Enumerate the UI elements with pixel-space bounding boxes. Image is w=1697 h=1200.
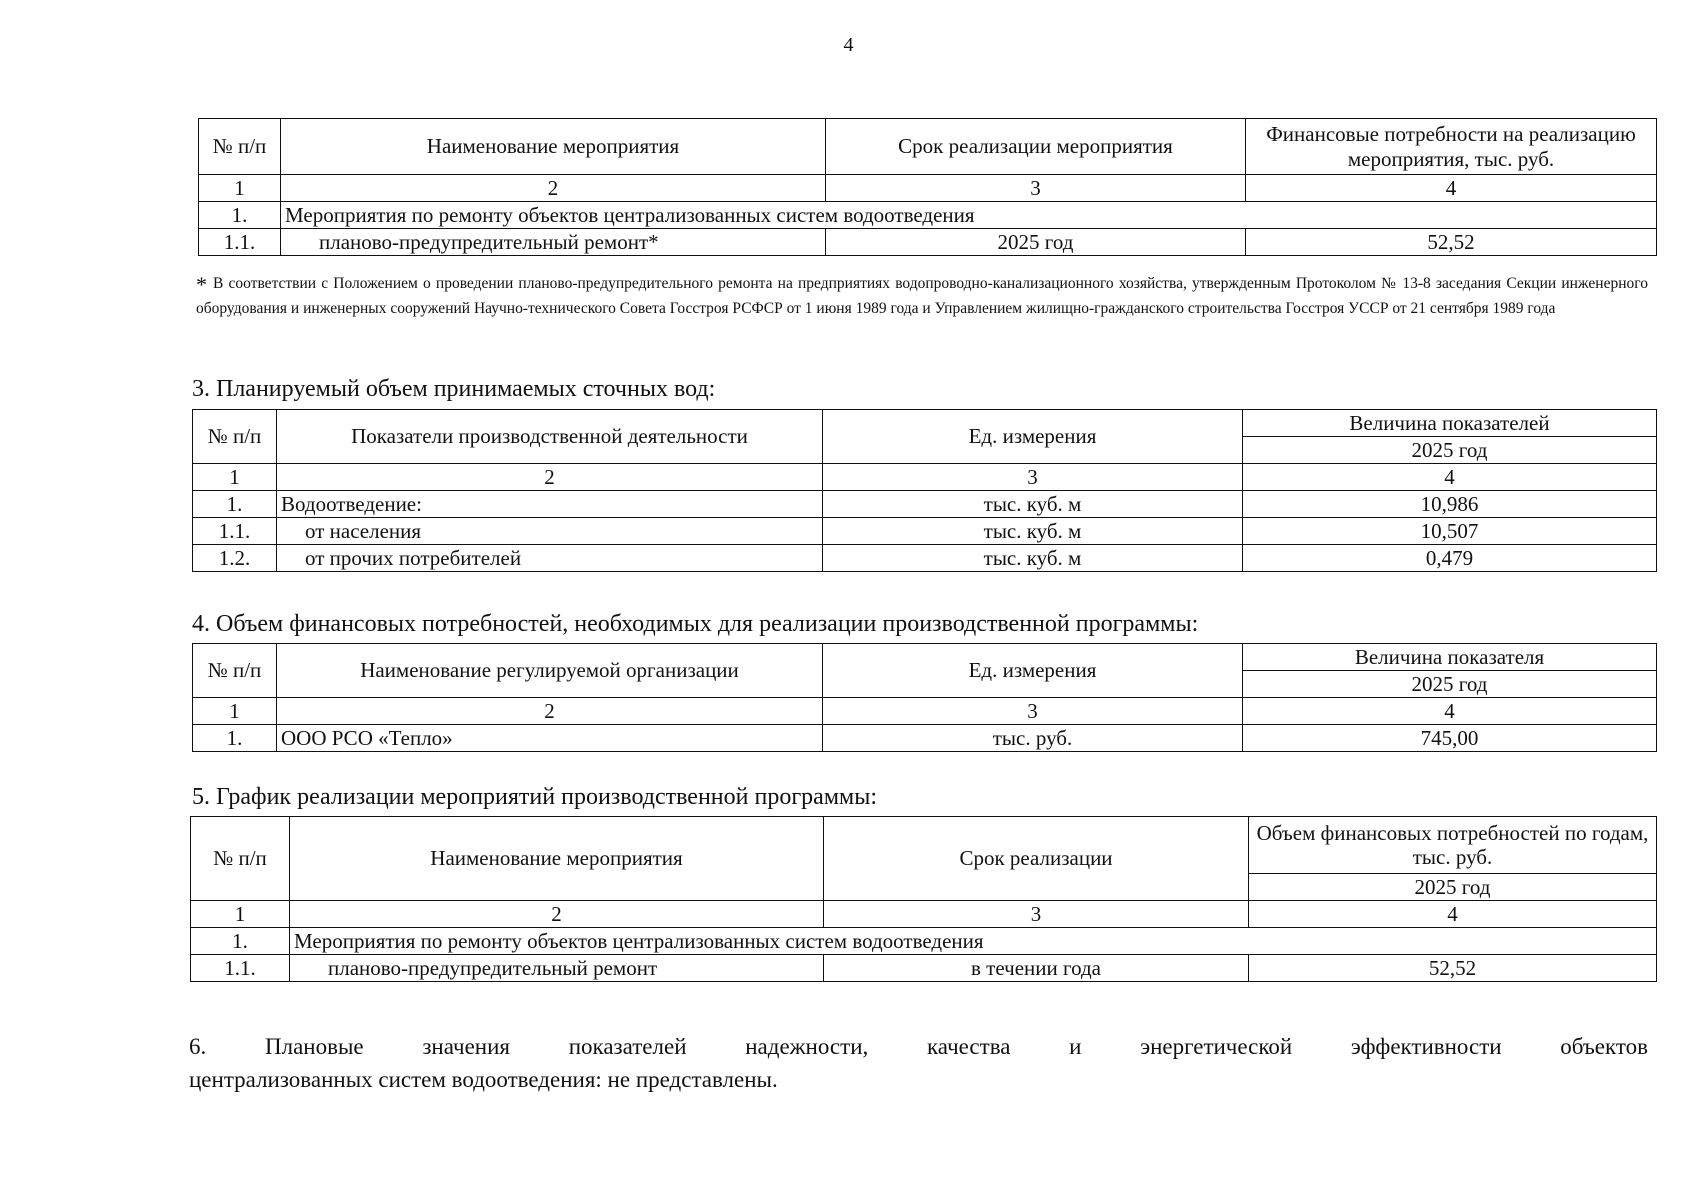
section3-title: 3. Планируемый объем принимаемых сточных вод:: [192, 376, 716, 402]
header-amount: Объем финансовых потребностей по годам, тыс. руб.: [1249, 817, 1657, 874]
header-year: 2025 год: [1243, 671, 1657, 698]
section6-line1: 6. Плановые значения показателей надежности, качества и энергетической эффективности объектов: [189, 1034, 1648, 1059]
col-number: 2: [277, 698, 823, 725]
header-num: № п/п: [193, 644, 277, 698]
header-name: Наименование мероприятия: [281, 119, 826, 175]
row-amount: 52,52: [1246, 229, 1657, 256]
col-number: 4: [1246, 175, 1657, 202]
row-unit: тыс. куб. м: [823, 545, 1243, 572]
row-name: от прочих потребителей: [277, 545, 823, 572]
header-term: Срок реализации: [824, 817, 1249, 901]
header-num: № п/п: [193, 410, 277, 464]
col-number: 1: [191, 901, 290, 928]
col-number: 1: [193, 464, 277, 491]
row-value: 745,00: [1243, 725, 1657, 752]
row-value: 10,986: [1243, 491, 1657, 518]
header-year: 2025 год: [1243, 437, 1657, 464]
group-title: Мероприятия по ремонту объектов централизованных систем водоотведения: [290, 928, 1657, 955]
row-unit: тыс. куб. м: [823, 491, 1243, 518]
footnote: [196, 272, 1648, 321]
col-number: 4: [1243, 464, 1657, 491]
col-number: 3: [826, 175, 1246, 202]
header-value: Величина показателей: [1243, 410, 1657, 437]
col-number: 3: [823, 698, 1243, 725]
col-number: 3: [823, 464, 1243, 491]
section5-title: 5. График реализации мероприятий производственной программы:: [192, 784, 877, 810]
row-unit: тыс. куб. м: [823, 518, 1243, 545]
group-num: 1.: [199, 202, 281, 229]
group-num: 1.: [191, 928, 290, 955]
row-name: планово-предупредительный ремонт*: [281, 229, 826, 256]
header-name: Наименование мероприятия: [290, 817, 824, 901]
header-organization: Наименование регулируемой организации: [277, 644, 823, 698]
col-number: 4: [1243, 698, 1657, 725]
footnote-star: *: [196, 272, 207, 297]
table-wastewater: [192, 409, 1657, 572]
row-unit: тыс. руб.: [823, 725, 1243, 752]
row-num: 1.1.: [193, 518, 277, 545]
footnote-text: В соответствии с Положением о проведении планово-предупредительного ремонта на предприятиях водопроводно-канализационного хозяйства, утвержденным Протоколом № 13-8 заседания Секции инженерного оборудования и инженерных сооружений Научно-технического Совета Госстроя РСФСР от 1 июня 1989 года и Управлением жилищно-гражданского строительства Госстроя УССР от 21 сентября 1989 года: [196, 275, 1648, 317]
row-name: Водоотведение:: [277, 491, 823, 518]
row-num: 1.: [193, 491, 277, 518]
header-unit: Ед. измерения: [823, 410, 1243, 464]
header-unit: Ед. измерения: [823, 644, 1243, 698]
header-term: Срок реализации мероприятия: [826, 119, 1246, 175]
col-number: 4: [1249, 901, 1657, 928]
header-indicator: Показатели производственной деятельности: [277, 410, 823, 464]
col-number: 2: [277, 464, 823, 491]
row-value: 10,507: [1243, 518, 1657, 545]
header-num: № п/п: [191, 817, 290, 901]
header-num: № п/п: [199, 119, 281, 175]
row-organization: ООО РСО «Тепло»: [277, 725, 823, 752]
section6-text: [189, 1030, 1648, 1096]
col-number: 2: [290, 901, 824, 928]
col-number: 1: [199, 175, 281, 202]
group-title: Мероприятия по ремонту объектов централизованных систем водоотведения: [281, 202, 1657, 229]
header-year: 2025 год: [1249, 874, 1657, 901]
col-number: 1: [193, 698, 277, 725]
row-name: от населения: [277, 518, 823, 545]
row-value: 0,479: [1243, 545, 1657, 572]
col-number: 3: [824, 901, 1249, 928]
table-financial-needs: [192, 643, 1657, 752]
section4-title: 4. Объем финансовых потребностей, необходимых для реализации производственной программы:: [192, 611, 1199, 637]
row-num: 1.1.: [199, 229, 281, 256]
table-activities: [198, 118, 1657, 256]
row-name: планово-предупредительный ремонт: [290, 955, 824, 982]
page-number: 4: [843, 34, 854, 56]
header-amount: Финансовые потребности на реализацию мероприятия, тыс. руб.: [1246, 119, 1657, 175]
table-schedule: [190, 816, 1657, 982]
row-term: в течении года: [824, 955, 1249, 982]
row-num: 1.2.: [193, 545, 277, 572]
row-num: 1.1.: [191, 955, 290, 982]
header-value: Величина показателя: [1243, 644, 1657, 671]
col-number: 2: [281, 175, 826, 202]
row-num: 1.: [193, 725, 277, 752]
section6-line2: централизованных систем водоотведения: не представлены.: [189, 1067, 778, 1092]
row-amount: 52,52: [1249, 955, 1657, 982]
row-term: 2025 год: [826, 229, 1246, 256]
